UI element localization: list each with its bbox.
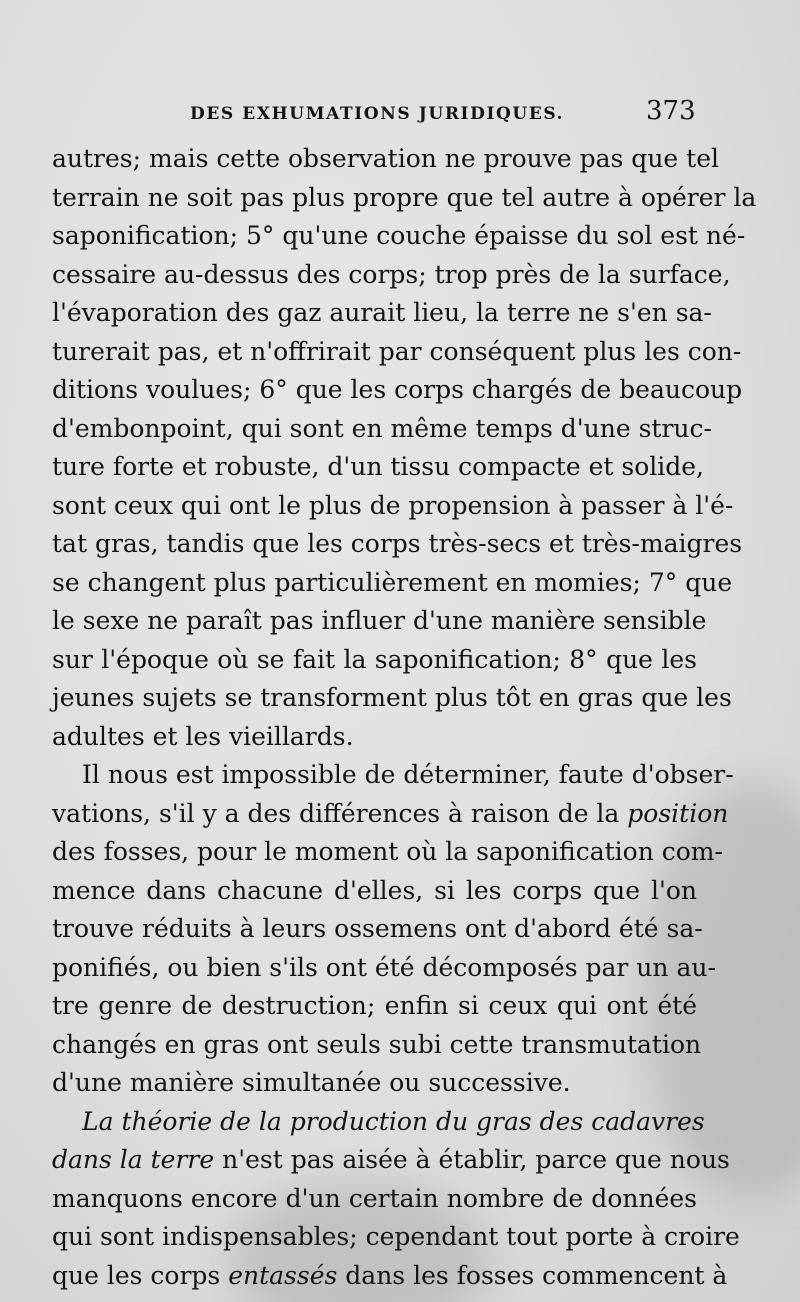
text-line: ditions voulues; 6° que les corps chargés de beaucoup <box>52 375 743 404</box>
text-line <box>52 795 729 834</box>
text-line: jeunes sujets se transforment plus tôt en gras que les <box>52 683 732 712</box>
text-line: l'évaporation des gaz aurait lieu, la terre ne s'en sa- <box>52 298 712 327</box>
text-line: se changent plus particulièrement en momies; 7° que <box>52 567 733 597</box>
text-line <box>52 1257 728 1296</box>
line-text: que les corps <box>52 1260 229 1290</box>
text-line: manquons encore d'un certain nombre de données <box>52 1183 697 1213</box>
text-line: sur l'époque où se fait la saponification; 8° que les <box>52 644 697 674</box>
text-line: qui sont indispensables; cependant tout porte à croire <box>52 1222 740 1251</box>
italic-text: dans la terre <box>52 1145 215 1174</box>
line-text: vations, s'il y a des différences à raison de la <box>52 798 628 828</box>
line-text: n'est pas aisée à établir, parce que nous <box>214 1145 730 1174</box>
text-line: turerait pas, et n'offrirait par conséquent plus les con- <box>52 336 742 366</box>
paragraph-end-line: adultes et les vieillards. <box>52 721 354 751</box>
text-line: sont ceux qui ont le plus de propension à passer à l'é- <box>52 490 734 520</box>
text-line: le sexe ne paraît pas influer d'une manière sensible <box>52 606 707 635</box>
running-head <box>0 92 800 132</box>
text-line: trouve réduits à leurs ossemens ont d'abord été sa- <box>52 914 703 943</box>
text-line: tre genre de destruction; enfin si ceux qui ont été <box>52 991 697 1020</box>
text-line: ture forte et robuste, d'un tissu compacte et solide, <box>52 452 704 481</box>
italic-text: position <box>627 798 729 828</box>
text-line: mence dans chacune d'elles, si les corps que l'on <box>52 875 697 905</box>
italic-text: La théorie de la production du gras des cadavres <box>82 1106 705 1136</box>
text-line: cessaire au-dessus des corps; trop près de la surface, <box>52 259 731 289</box>
italic-text: entassés <box>228 1260 338 1290</box>
line-text: Il nous est impossible de déterminer, faute d'obser- <box>82 760 734 789</box>
paragraph-start-line <box>52 1103 705 1142</box>
text-line: changés en gras ont seuls subi cette transmutation <box>52 1029 702 1059</box>
text-line: d'embonpoint, qui sont en même temps d'une struc- <box>52 413 712 443</box>
page-number: 373 <box>646 96 696 126</box>
text-line: tat gras, tandis que les corps très-secs et très-maigres <box>52 529 743 558</box>
text-line: autres; mais cette observation ne prouve pas que tel <box>52 144 719 173</box>
line-text: dans les fosses commencent à <box>337 1260 728 1290</box>
text-line: des fosses, pour le moment où la saponification com- <box>52 837 723 866</box>
text-line: terrain ne soit pas plus propre que tel autre à opérer la <box>52 182 757 212</box>
text-line <box>52 1141 730 1180</box>
text-line: ponifiés, ou bien s'ils ont été décomposés par un au- <box>52 952 716 982</box>
paragraph-end-line: d'une manière simultanée ou successive. <box>52 1068 571 1097</box>
running-title: DES EXHUMATIONS JURIDIQUES. <box>190 104 565 124</box>
paragraph-start-line <box>52 756 734 795</box>
text-line: saponification; 5° qu'une couche épaisse du sol est né- <box>52 221 746 250</box>
body-text <box>52 140 757 1295</box>
